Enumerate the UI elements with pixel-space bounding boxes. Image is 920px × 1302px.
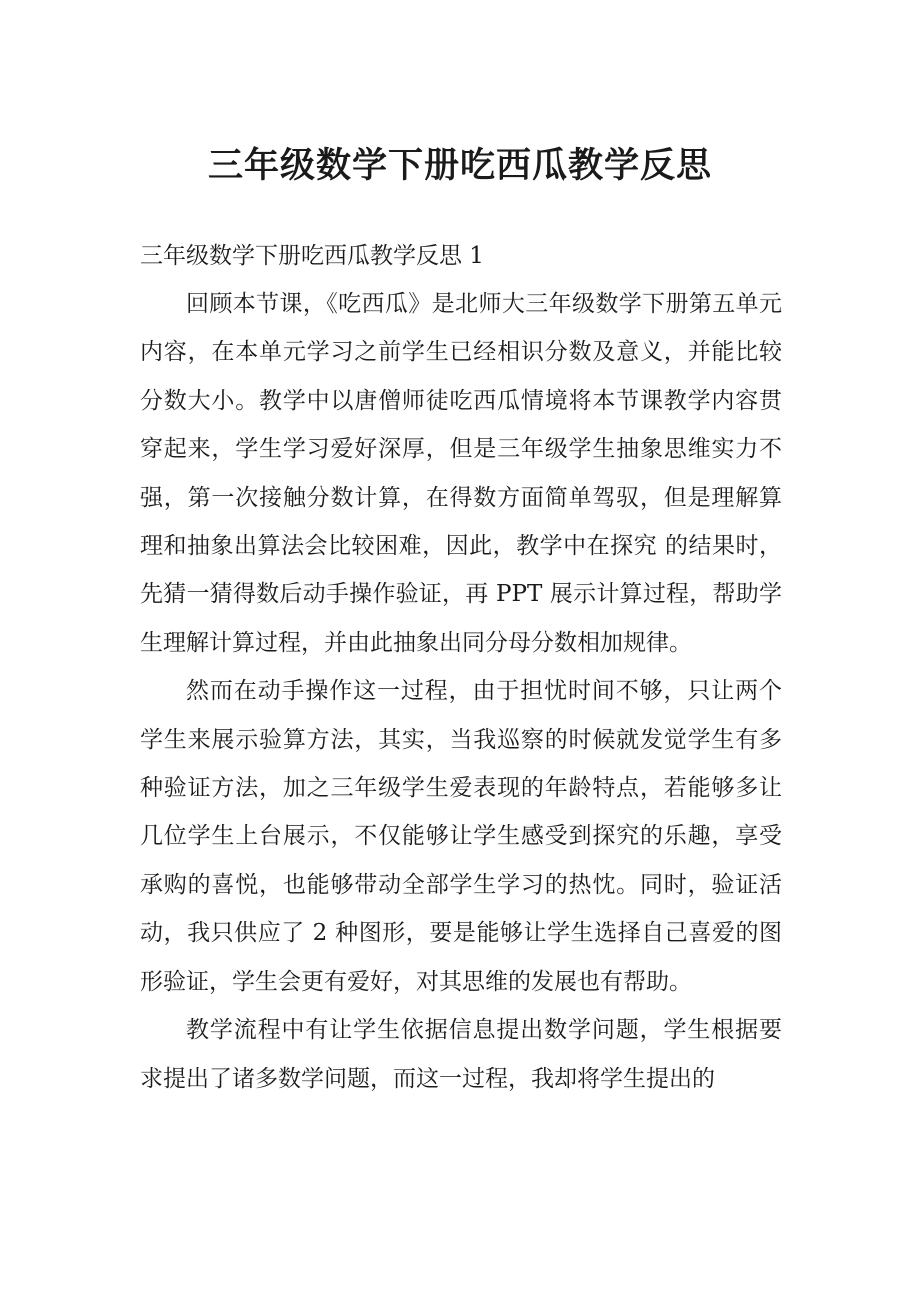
paragraph: 教学流程中有让学生依据信息提出数学问题，学生根据要求提出了诸多数学问题，而这一过程，我却将学生提出的 [140,1017,782,1092]
section-subtitle: 三年级数学下册吃西瓜教学反思 1 [140,243,484,269]
document-title: 三年级数学下册吃西瓜教学反思 [207,145,712,186]
paragraph: 然而在动手操作这一过程，由于担忧时间不够，只让两个学生来展示验算方法，其实，当我巡察的时候就发觉学生有多种验证方法，加之三年级学生爱表现的年龄特点，若能够多让几位学生上台展示，不仅能够让学生感受到探究的乐趣，享受承购的喜悦，也能够带动全部学生学习的热忱。同时，验证活动，我只供应了 2 种图形，要是能够让学生选择自己喜爱的图形验证，学生会更有爱好，对其思维的发展也有帮助。 [140,678,782,995]
document-body [140,232,782,1103]
paragraph: 回顾本节课，《吃西瓜》是北师大三年级数学下册第五单元内容，在本单元学习之前学生已经相识分数及意义，并能比较分数大小。教学中以唐僧师徒吃西瓜情境将本节课教学内容贯穿起来，学生学习爱好深厚，但是三年级学生抽象思维实力不强，第一次接触分数计算，在得数方面简单驾驭，但是理解算理和抽象出算法会比较困难，因此，教学中在探究 的结果时，先猜一猜得数后动手操作验证，再 PPT 展示计算过程，帮助学生理解计算过程，并由此抽象出同分母分数相加规律。 [140,291,782,656]
